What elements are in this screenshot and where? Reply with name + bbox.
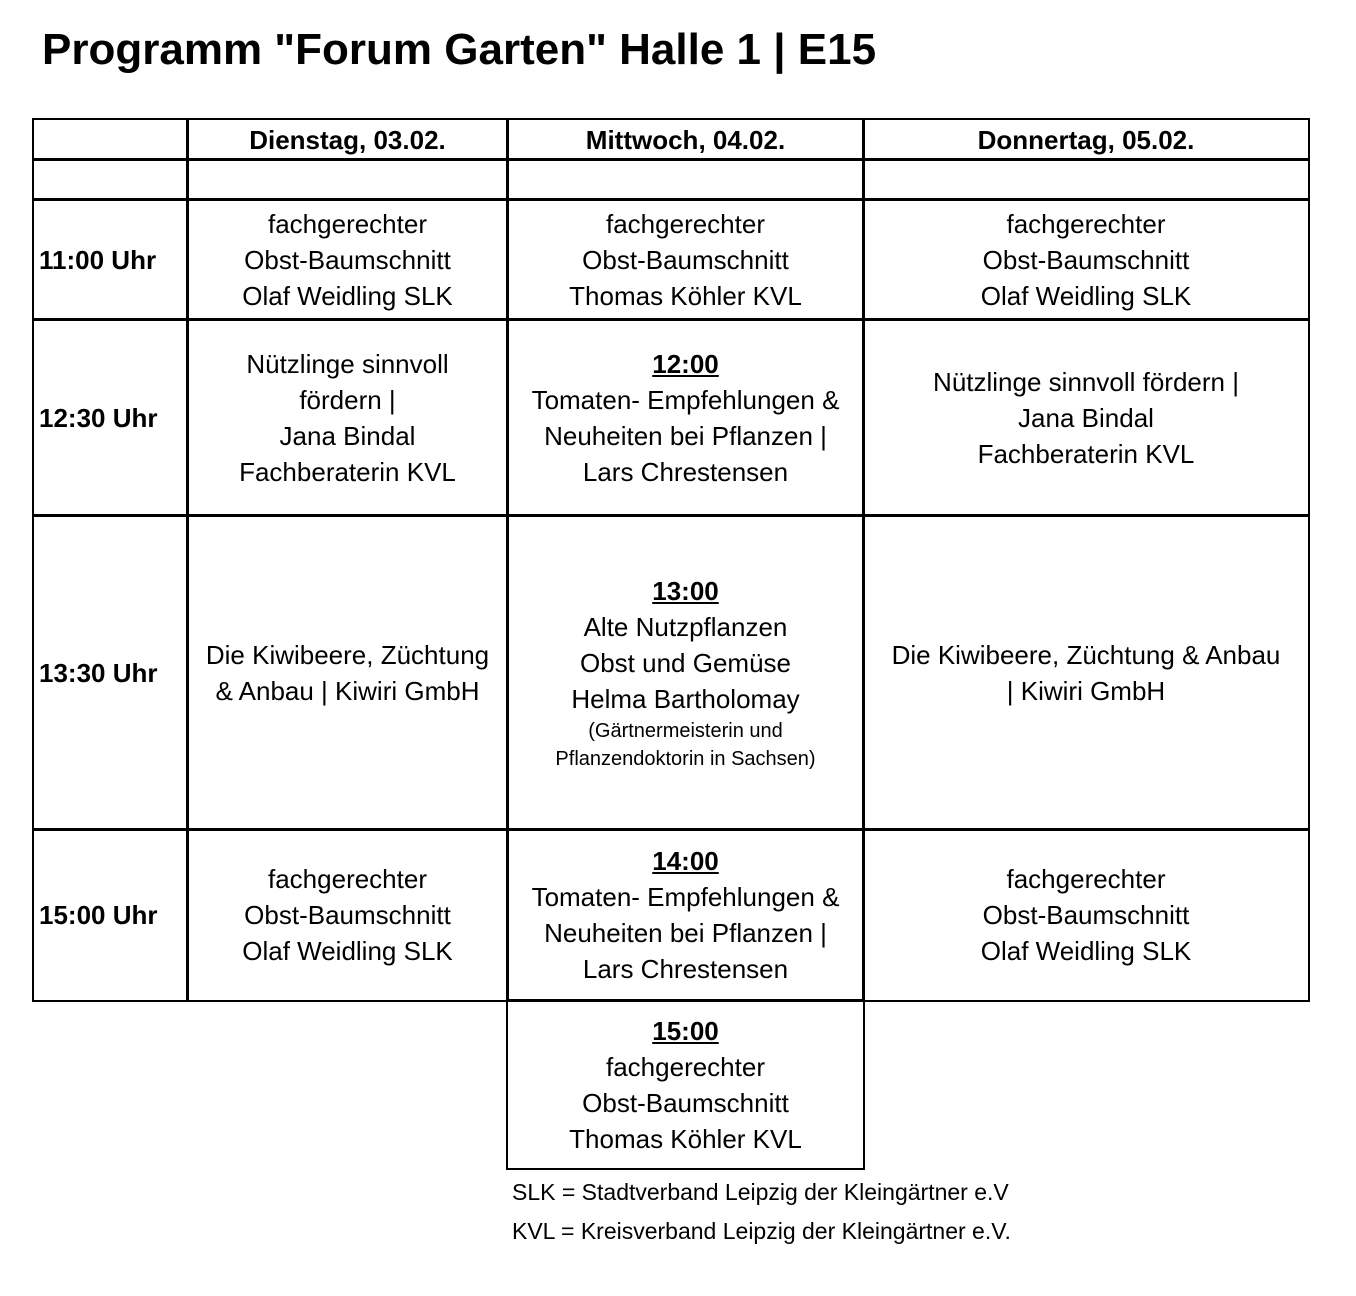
event-cell: fachgerechter Obst-Baumschnitt Olaf Weidling SLK: [862, 828, 1310, 1002]
event-cell: Die Kiwibeere, Züchtung & Anbau | Kiwiri GmbH: [862, 514, 1310, 831]
header-corner-cell: [32, 118, 189, 161]
spacer-cell: [186, 158, 509, 201]
event-cell: Nützlinge sinnvoll fördern | Jana Bindal Fachberaterin KVL: [186, 318, 509, 517]
event-cell: 15:00 fachgerechter Obst-Baumschnitt Thomas Köhler KVL: [506, 999, 865, 1170]
event-start-time: 15:00: [652, 1015, 719, 1046]
event-cell: 12:00 Tomaten- Empfehlungen & Neuheiten bei Pflanzen | Lars Chrestensen: [506, 318, 865, 517]
speaker-note: (Gärtnermeisterin und: [588, 719, 783, 742]
spacer-cell: [506, 158, 865, 201]
event-cell: Nützlinge sinnvoll fördern | Jana Bindal Fachberaterin KVL: [862, 318, 1310, 517]
page-title: Programm "Forum Garten" Halle 1 | E15: [42, 25, 877, 74]
time-label-1100: 11:00 Uhr: [32, 198, 189, 321]
speaker-note: Pflanzendoktorin in Sachsen): [555, 747, 816, 770]
spacer-cell: [862, 158, 1310, 201]
time-label-1500: 15:00 Uhr: [32, 828, 189, 1002]
event-cell: fachgerechter Obst-Baumschnitt Thomas Köhler KVL: [506, 198, 865, 321]
time-label-1330: 13:30 Uhr: [32, 514, 189, 831]
day-header-wednesday: Mittwoch, 04.02.: [506, 118, 865, 161]
time-label-1230: 12:30 Uhr: [32, 318, 189, 517]
legend-kvl: KVL = Kreisverband Leipzig der Kleingärtner e.V.: [512, 1218, 1011, 1244]
event-cell: 14:00 Tomaten- Empfehlungen & Neuheiten bei Pflanzen | Lars Chrestensen: [506, 828, 865, 1002]
day-header-tuesday: Dienstag, 03.02.: [186, 118, 509, 161]
event-cell: fachgerechter Obst-Baumschnitt Olaf Weidling SLK: [186, 198, 509, 321]
event-start-time: 12:00: [652, 348, 719, 379]
event-cell: 13:00 Alte Nutzpflanzen Obst und Gemüse Helma Bartholomay (Gärtnermeisterin und Pflanzendoktorin in Sachsen): [506, 514, 865, 831]
legend-slk: SLK = Stadtverband Leipzig der Kleingärtner e.V: [512, 1179, 1009, 1205]
spacer-cell: [32, 158, 189, 201]
day-header-thursday: Donnertag, 05.02.: [862, 118, 1310, 161]
event-cell: fachgerechter Obst-Baumschnitt Olaf Weidling SLK: [186, 828, 509, 1002]
event-cell: fachgerechter Obst-Baumschnitt Olaf Weidling SLK: [862, 198, 1310, 321]
event-start-time: 13:00: [652, 575, 719, 606]
event-start-time: 14:00: [652, 846, 719, 876]
event-cell: Die Kiwibeere, Züchtung & Anbau | Kiwiri GmbH: [186, 514, 509, 831]
